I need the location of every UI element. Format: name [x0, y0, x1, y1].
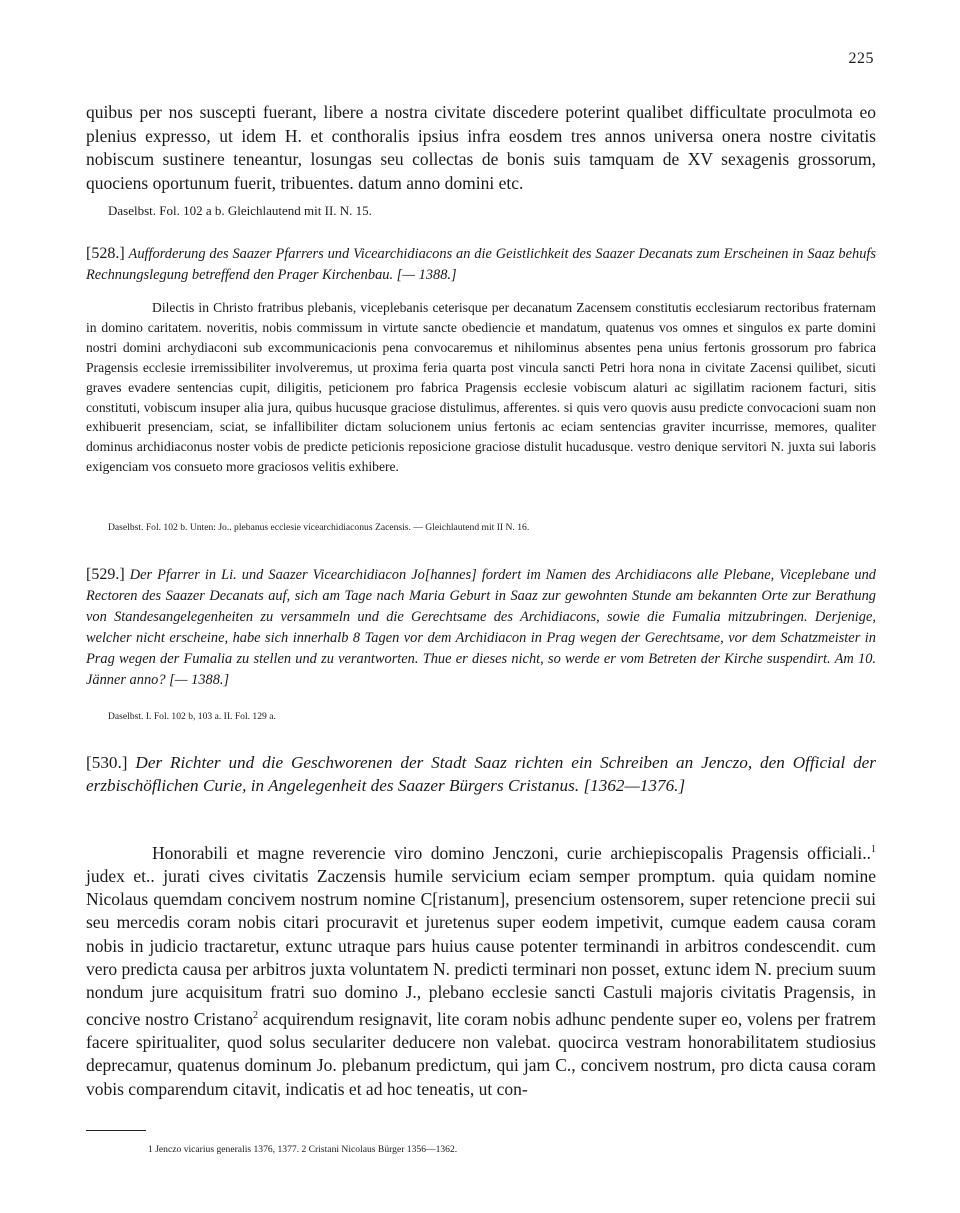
document-530-text-a: Honorabili et magne reverencie viro domino Jenczoni, curie archiepiscopalis Pragensis officiali..	[152, 842, 871, 863]
footnote-ref-1: 1	[871, 844, 876, 855]
footnote-ref-2: 2	[253, 1010, 259, 1022]
footnotes: 1 Jenczo vicarius generalis 1376, 1377. 2 Cristani Nicolaus Bürger 1356—1362.	[148, 1144, 458, 1155]
document-528-heading	[86, 243, 876, 286]
document-530-heading	[86, 751, 876, 797]
document-530-regest: Der Richter und die Geschworenen der Stadt Saaz richten ein Schreiben an Jenczo, den Official der erzbischöflichen Curie, in Angelegenheit des Saazer Bürgers Cristanus. [1362—1376.]	[86, 753, 876, 795]
source-note-527: Daselbst. Fol. 102 a b. Gleichlautend mit II. N. 15.	[108, 203, 372, 218]
document-530-text-b: judex et.. jurati cives civitatis Zaczensis humile servicium eciam semper promptum. quia quidam nomine Nicolaus quemdam concivem nostrum nomine C[ristanum], presencium ostensorem, super retencione precii sui seu mercedis coram nobis citari procuravit et juretenus super eodem impetivit, cumque eadem causa coram nobis in judicio tractaretur, extunc utraque pars huius cause potenter terminandi in arbitros condescendit. cum vero predicta causa per arbitros juxta voluntatem N. predicti terminari non posset, extunc idem N. precium suum nondum jure acquisitum fratri suo domino J., plebano ecclesie sancti Castuli majoris civitatis Pragensis, in concive nostro Cristano	[86, 866, 876, 1030]
document-530-text-c: acquirendum resignavit, lite coram nobis adhunc pendente super eo, volens per fratrem facere spiritualiter, quod solus seculariter deducere non valebat. quocirca vestram honorabilitatem studiosius deprecamur, quatenus dominum Jo. plebanum predictum, qui jam C., concivem nostrum, pro dicta causa coram vobis comparendum citavit, indicatis et ad hoc teneatis, ut con-	[86, 1009, 877, 1099]
document-528-text: Dilectis in Christo fratribus plebanis, viceplebanis ceterisque per decanatum Zacensem constitutis ecclesiarum rectoribus fraternam in domino caritatem. noveritis, nobis commissum in virtute sancte obediencie et mandatum, quatenus vos omnes et singulos ex parte domini nostri domini archydiaconi sub excommunicacionis pena convocaremus et nihilominus absentes pena unius fertonis grossorum pro fabrica Pragensis ecclesie irremissibiliter involveremus, ut proxima feria quarta post vincula sancti Petri hora nona in civitate Zacensi quilibet, sicuti graves evadere sentencias cupit, diligitis, peticionem pro fabrica Pragensis ecclesie vobiscum alaturi ac sigillatim racionem facturi, sitis constituti, vobiscum insuper alia jura, quibus hucusque graciose distulimus, afferentes. si quis vero quovis ausu predicte convocacioni suam non exhibuerit presenciam, sciat, se infallibiliter dictam solucionem unius fertonis ac eciam sentencias graviter incurrisse, memores, qualiter dominus archidiaconus noster vobis de predicte peticionis reposicione graciose distulit hucadusque. vestro denique servitori N. juxta sui laboris exigenciam vos consueto more graciosos velitis exhibere.	[86, 300, 876, 475]
footnote-divider	[86, 1130, 146, 1131]
page-number: 225	[848, 50, 874, 67]
document-528-number: [528.]	[86, 245, 125, 262]
document-530-text	[86, 838, 876, 1101]
continuation-paragraph: quibus per nos suscepti fuerant, libere a nostra civitate discedere poterint qualibet difficultate proculmota eo plenius expresso, ut idem H. et conthoralis ipsius infra eosdem tres annos universa onera nostre civitatis nobiscum sustinere teneantur, losungas seu collectas de bonis suis tamquam de XV sexagenis grossorum, quociens oportunum fuerit, tribuentes. datum anno domini etc.	[86, 102, 876, 193]
document-529-regest: Der Pfarrer in Li. und Saazer Vicearchidiacon Jo[hannes] fordert im Namen des Archidiacons alle Plebane, Viceplebane und Rectoren des Saazer Decanats auf, sich am Tage nach Maria Geburt in Saaz zur gewohnten Stunde am bekannten Orte zur Berathung von Standesangelegenheiten zu versammeln und die Gerechtsame des Archidiacons, sowie die Fumalia mitzubringen. Derjenige, welcher nicht erscheine, habe sich innerhalb 8 Tagen vor dem Archidiacon in Prag wegen der Gerechtsame, vor dem Schatzmeister in Prag wegen der Fumalia zu stellen und zu verantworten. Thue er dieses nicht, so werde er vom Betreten der Kirche suspendirt. Am 10. Jänner anno? [— 1388.]	[86, 567, 876, 688]
document-529-heading	[86, 564, 876, 691]
document-528-regest: Aufforderung des Saazer Pfarrers und Vicearchidiacons an die Geistlichkeit des Saazer Decanats zum Erscheinen in Saaz behufs Rechnungslegung betreffend den Prager Kirchenbau. [— 1388.]	[86, 246, 876, 283]
document-530-number: [530.]	[86, 753, 128, 772]
document-529-number: [529.]	[86, 566, 125, 583]
source-note-528: Daselbst. Fol. 102 b. Unten: Jo.. plebanus ecclesie vicearchidiaconus Zacensis. — Gleichlautend mit II N. 16.	[108, 522, 530, 533]
source-note-529: Daselbst. I. Fol. 102 b, 103 a. II. Fol. 129 a.	[108, 711, 276, 722]
